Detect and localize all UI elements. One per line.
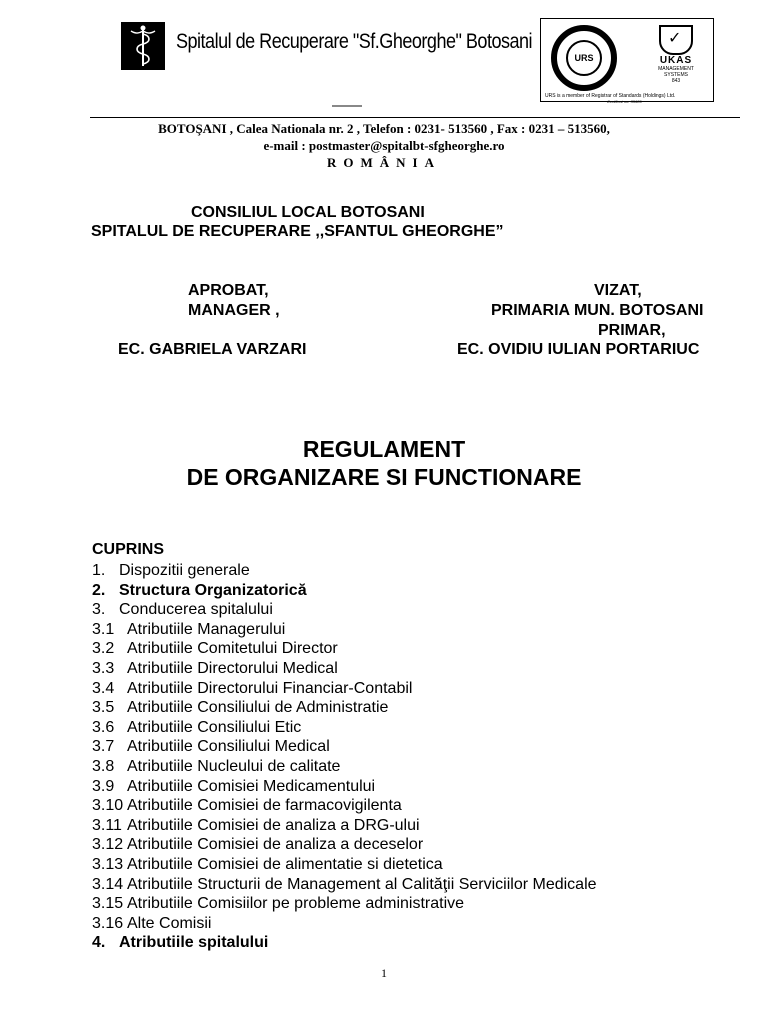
toc-item [92, 796, 752, 816]
toc-item-text: Atributiile Comisiilor pe probleme administrative [127, 895, 465, 913]
toc-item-text: Atributiile Directorului Medical [127, 659, 338, 677]
toc-item-text: Atributiile Comisiei de alimentatie si dietetica [127, 855, 443, 873]
country-line: ROMÂNIA [327, 155, 441, 170]
primaria-name: PRIMARIA MUN. BOTOSANI [491, 302, 704, 319]
toc-item [92, 659, 752, 679]
toc-item-number: 3.2 [92, 640, 115, 658]
toc-item [92, 718, 752, 738]
caduceus-icon [121, 22, 165, 70]
toc-item [92, 933, 752, 953]
toc-item [92, 639, 752, 659]
toc-item [92, 698, 752, 718]
email-line: e-mail : postmaster@spitalbt-sfgheorghe.ro [263, 138, 505, 153]
certification-logos [540, 18, 714, 102]
toc-item-number: 3.16 [92, 914, 124, 932]
toc-item-number: 3.11 [92, 816, 122, 834]
toc-item-number: 3.5 [92, 699, 115, 717]
toc-item [92, 855, 752, 875]
toc-item [92, 581, 752, 601]
toc-item-number: 3.13 [92, 855, 124, 873]
toc-item-text: Atributiile Consiliului Medical [127, 738, 330, 756]
toc-item-number: 3.15 [92, 895, 124, 913]
council-name: CONSILIUL LOCAL BOTOSANI [191, 204, 425, 221]
header-divider [90, 117, 740, 118]
toc-item-number: 4. [92, 934, 106, 952]
toc-heading: CUPRINS [92, 541, 165, 558]
toc-item [92, 816, 752, 836]
manager-role: MANAGER , [188, 302, 280, 319]
toc-item-text: Atributiile Comisiei Medicamentului [127, 777, 376, 795]
toc-item-number: 3.12 [92, 836, 124, 854]
toc-item [92, 914, 752, 934]
toc-item [92, 835, 752, 855]
toc-item-text: Dispozitii generale [119, 562, 250, 579]
toc-item-number: 3.4 [92, 679, 115, 697]
toc-item-number: 3.9 [92, 777, 115, 795]
toc-item-text: Atributiile Directorului Financiar-Contabil [127, 679, 413, 697]
toc-item-number: 3.7 [92, 738, 115, 756]
header-divider-accent [332, 105, 362, 107]
toc-item-text: Atributiile Structurii de Management al Calităţii Serviciilor Medicale [127, 875, 597, 893]
toc-item-number: 3.14 [92, 875, 124, 893]
ukas-code: 843 [671, 78, 681, 84]
toc-item-text: Conducerea spitalului [119, 601, 273, 619]
approved-label: APROBAT, [188, 282, 269, 299]
toc-item-text: Atributiile Managerului [127, 620, 286, 638]
toc-item-number: 1. [92, 562, 106, 579]
certificate-number: Certificat no. 35689 [607, 99, 642, 104]
toc-item-text: Atributiile Comisiei de analiza a deceselor [127, 836, 424, 854]
toc-item-number: 3.8 [92, 757, 115, 775]
document-title: REGULAMENT [302, 436, 466, 462]
ukas-subtitle: MANAGEMENT SYSTEMS [658, 66, 694, 78]
toc-item-number: 2. [92, 581, 106, 599]
toc-item-text: Atributiile Consiliului Etic [127, 718, 302, 736]
hospital-name: SPITALUL DE RECUPERARE ,,SFANTUL GHEORGHE” [91, 223, 504, 240]
toc-item-text: Atributiile Consiliului de Administratie [127, 699, 389, 717]
toc-item-text: Structura Organizatorică [119, 581, 307, 599]
toc-item-text: Alte Comisii [127, 914, 212, 932]
toc-item [92, 620, 752, 640]
address-line: BOTOŞANI , Calea Nationala nr. 2 , Telefon : 0231- 513560 , Fax : 0231 – 513560, [158, 121, 610, 136]
manager-name: EC. GABRIELA VARZARI [118, 341, 307, 358]
certification-footnote: URS is a member of Registrar of Standards (Holdings) Ltd. [545, 93, 676, 99]
toc-item [92, 875, 752, 895]
toc-item-number: 3. [92, 601, 106, 619]
toc-item [92, 600, 752, 620]
toc-item-text: Atributiile Comisiei de analiza a DRG-ului [127, 816, 420, 834]
toc-item-text: Atributiile Comisiei de farmacovigilenta [127, 797, 402, 815]
toc-item [92, 679, 752, 699]
table-of-contents [92, 561, 752, 953]
toc-item [92, 737, 752, 757]
toc-item-number: 3.3 [92, 659, 115, 677]
hospital-name-header: Spitalul de Recuperare "Sf.Gheorghe" Botosani [176, 30, 533, 53]
toc-item [92, 777, 752, 797]
toc-item-number: 3.6 [92, 718, 115, 736]
toc-item-number: 3.10 [92, 797, 124, 815]
toc-item-text: Atributiile Nucleului de calitate [127, 757, 341, 775]
mayor-name: EC. OVIDIU IULIAN PORTARIUC [457, 341, 700, 358]
toc-item-number: 3.1 [92, 620, 115, 638]
toc-item-text: Atributiile spitalului [119, 934, 269, 952]
document-subtitle: DE ORGANIZARE SI FUNCTIONARE [186, 464, 582, 490]
toc-item [92, 561, 752, 581]
ukas-label: UKAS [659, 55, 693, 66]
page-number: 1 [381, 966, 387, 980]
vizat-label: VIZAT, [594, 282, 642, 299]
toc-item [92, 757, 752, 777]
toc-item-text: Atributiile Comitetului Director [127, 640, 338, 658]
mayor-role: PRIMAR, [598, 322, 666, 339]
urs-seal-label: URS [566, 40, 602, 76]
urs-seal-icon [551, 25, 617, 91]
ukas-mark-icon [649, 25, 703, 91]
toc-item [92, 894, 752, 914]
